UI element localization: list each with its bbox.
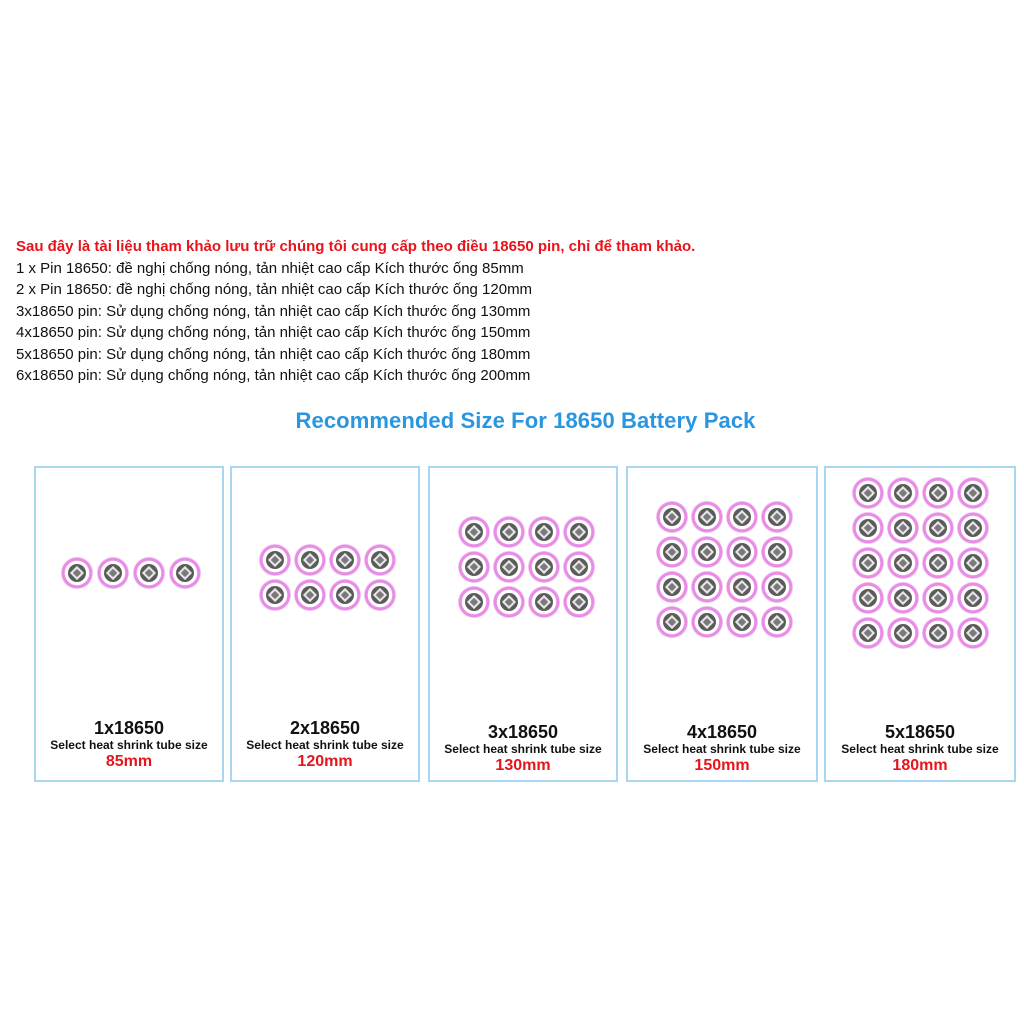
battery-cell bbox=[458, 516, 490, 548]
note-line-5: 5x18650 pin: Sử dụng chống nóng, tản nhiệt cao cấp Kích thước ống 180mm bbox=[16, 345, 531, 363]
battery-terminal-icon bbox=[698, 613, 716, 631]
battery-cell bbox=[364, 579, 396, 611]
battery-terminal-icon bbox=[964, 554, 982, 572]
battery-terminal-icon bbox=[68, 564, 86, 582]
battery-terminal-icon bbox=[733, 578, 751, 596]
battery-terminal-icon bbox=[500, 593, 518, 611]
pack-card-3x bbox=[428, 466, 618, 782]
battery-cell bbox=[852, 547, 884, 579]
battery-terminal-icon bbox=[663, 613, 681, 631]
battery-cell bbox=[761, 571, 793, 603]
battery-cell bbox=[528, 586, 560, 618]
battery-cell bbox=[957, 582, 989, 614]
battery-terminal-icon bbox=[698, 543, 716, 561]
battery-terminal-icon bbox=[465, 523, 483, 541]
diagram-title: Recommended Size For 18650 Battery Pack bbox=[295, 408, 756, 433]
battery-terminal-icon bbox=[266, 551, 284, 569]
battery-cell bbox=[887, 547, 919, 579]
battery-cell bbox=[726, 536, 758, 568]
notes-headline: Sau đây là tài liệu tham khảo lưu trữ chúng tôi cung cấp theo điều 18650 pin, chỉ để tham khảo. bbox=[16, 238, 696, 255]
battery-cell bbox=[364, 544, 396, 576]
battery-cell bbox=[61, 557, 93, 589]
battery-cell bbox=[852, 477, 884, 509]
battery-cell bbox=[726, 606, 758, 638]
battery-terminal-icon bbox=[500, 558, 518, 576]
note-line-2: 2 x Pin 18650: đề nghị chống nóng, tản nhiệt cao cấp Kích thước ống 120mm bbox=[16, 281, 533, 298]
cell-count-label: 1x18650 bbox=[93, 718, 165, 738]
battery-cell bbox=[656, 536, 688, 568]
battery-terminal-icon bbox=[894, 554, 912, 572]
note-line-3: 3x18650 pin: Sử dụng chống nóng, tản nhiệt cao cấp Kích thước ống 130mm bbox=[16, 302, 531, 320]
battery-cell bbox=[761, 606, 793, 638]
battery-cell bbox=[493, 516, 525, 548]
battery-cell bbox=[887, 582, 919, 614]
battery-cell bbox=[656, 501, 688, 533]
caption-label: Select heat shrink tube size bbox=[444, 742, 602, 756]
battery-cell bbox=[922, 512, 954, 544]
battery-cell bbox=[493, 586, 525, 618]
battery-cell bbox=[852, 617, 884, 649]
battery-terminal-icon bbox=[663, 543, 681, 561]
caption-label: Select heat shrink tube size bbox=[246, 738, 404, 752]
battery-cell bbox=[563, 551, 595, 583]
battery-terminal-icon bbox=[733, 543, 751, 561]
battery-terminal-icon bbox=[859, 484, 877, 502]
battery-terminal-icon bbox=[140, 564, 158, 582]
reference-notes bbox=[16, 236, 1016, 387]
battery-cell bbox=[957, 477, 989, 509]
battery-cell bbox=[852, 582, 884, 614]
battery-terminal-icon bbox=[894, 519, 912, 537]
battery-terminal-icon bbox=[663, 578, 681, 596]
cell-count-label: 2x18650 bbox=[289, 718, 361, 738]
battery-cell bbox=[294, 579, 326, 611]
battery-cell bbox=[726, 501, 758, 533]
battery-terminal-icon bbox=[535, 523, 553, 541]
card-label bbox=[628, 722, 816, 776]
battery-terminal-icon bbox=[768, 543, 786, 561]
battery-terminal-icon bbox=[964, 589, 982, 607]
battery-terminal-icon bbox=[698, 508, 716, 526]
battery-cell bbox=[528, 516, 560, 548]
pack-card-1x bbox=[34, 466, 224, 782]
tube-size-label: 85mm bbox=[105, 753, 153, 770]
battery-terminal-icon bbox=[859, 519, 877, 537]
note-line-6: 6x18650 pin: Sử dụng chống nóng, tản nhiệt cao cấp Kích thước ống 200mm bbox=[16, 367, 531, 384]
battery-terminal-icon bbox=[266, 586, 284, 604]
battery-terminal-icon bbox=[733, 508, 751, 526]
battery-terminal-icon bbox=[929, 484, 947, 502]
battery-cell bbox=[329, 544, 361, 576]
battery-terminal-icon bbox=[698, 578, 716, 596]
battery-cell bbox=[691, 571, 723, 603]
battery-terminal-icon bbox=[929, 589, 947, 607]
card-label bbox=[826, 722, 1014, 776]
battery-terminal-icon bbox=[301, 551, 319, 569]
pack-card-4x bbox=[626, 466, 818, 782]
battery-terminal-icon bbox=[336, 586, 354, 604]
note-line-1: 1 x Pin 18650: đề nghị chống nóng, tản nhiệt cao cấp Kích thước ống 85mm bbox=[16, 259, 524, 277]
battery-cell bbox=[691, 536, 723, 568]
battery-cell bbox=[169, 557, 201, 589]
battery-cell bbox=[329, 579, 361, 611]
battery-cell bbox=[957, 547, 989, 579]
battery-cell bbox=[528, 551, 560, 583]
battery-terminal-icon bbox=[535, 558, 553, 576]
battery-terminal-icon bbox=[371, 586, 389, 604]
battery-terminal-icon bbox=[301, 586, 319, 604]
battery-cell bbox=[656, 571, 688, 603]
battery-cell bbox=[563, 516, 595, 548]
cell-grid bbox=[36, 468, 222, 688]
battery-cell bbox=[887, 477, 919, 509]
card-label bbox=[232, 718, 418, 772]
battery-cell bbox=[922, 477, 954, 509]
battery-cell bbox=[922, 582, 954, 614]
battery-terminal-icon bbox=[859, 624, 877, 642]
cell-count-label: 5x18650 bbox=[884, 722, 956, 742]
battery-terminal-icon bbox=[104, 564, 122, 582]
battery-cell bbox=[458, 551, 490, 583]
battery-cell bbox=[887, 617, 919, 649]
battery-cell bbox=[259, 544, 291, 576]
battery-cell bbox=[691, 606, 723, 638]
battery-cell bbox=[887, 512, 919, 544]
battery-terminal-icon bbox=[768, 613, 786, 631]
battery-terminal-icon bbox=[859, 589, 877, 607]
tube-size-label: 120mm bbox=[297, 753, 353, 770]
battery-cell bbox=[259, 579, 291, 611]
battery-cell bbox=[761, 536, 793, 568]
caption-label: Select heat shrink tube size bbox=[50, 738, 208, 752]
battery-cell bbox=[726, 571, 758, 603]
note-line-4: 4x18650 pin: Sử dụng chống nóng, tản nhiệt cao cấp Kích thước ống 150mm bbox=[16, 324, 531, 341]
battery-terminal-icon bbox=[768, 508, 786, 526]
battery-terminal-icon bbox=[894, 589, 912, 607]
cell-grid bbox=[232, 468, 418, 688]
battery-terminal-icon bbox=[929, 624, 947, 642]
battery-cell bbox=[294, 544, 326, 576]
battery-terminal-icon bbox=[570, 523, 588, 541]
battery-terminal-icon bbox=[894, 484, 912, 502]
tube-size-label: 150mm bbox=[694, 757, 750, 774]
battery-terminal-icon bbox=[176, 564, 194, 582]
pack-card-5x bbox=[824, 466, 1016, 782]
battery-terminal-icon bbox=[570, 558, 588, 576]
battery-terminal-icon bbox=[859, 554, 877, 572]
battery-terminal-icon bbox=[929, 554, 947, 572]
battery-terminal-icon bbox=[465, 558, 483, 576]
caption-label: Select heat shrink tube size bbox=[841, 742, 999, 756]
battery-cell bbox=[97, 557, 129, 589]
battery-terminal-icon bbox=[535, 593, 553, 611]
pack-card-2x bbox=[230, 466, 420, 782]
battery-terminal-icon bbox=[964, 624, 982, 642]
card-label bbox=[36, 718, 222, 772]
battery-cell bbox=[761, 501, 793, 533]
battery-terminal-icon bbox=[929, 519, 947, 537]
battery-terminal-icon bbox=[964, 484, 982, 502]
battery-terminal-icon bbox=[663, 508, 681, 526]
cell-count-label: 3x18650 bbox=[487, 722, 559, 742]
battery-cell bbox=[133, 557, 165, 589]
card-label bbox=[430, 722, 616, 776]
caption-label: Select heat shrink tube size bbox=[643, 742, 801, 756]
cell-grid bbox=[826, 468, 1014, 688]
battery-terminal-icon bbox=[733, 613, 751, 631]
battery-terminal-icon bbox=[371, 551, 389, 569]
cell-grid bbox=[430, 468, 616, 688]
battery-cell bbox=[957, 617, 989, 649]
battery-terminal-icon bbox=[964, 519, 982, 537]
tube-size-label: 180mm bbox=[892, 757, 948, 774]
battery-terminal-icon bbox=[894, 624, 912, 642]
battery-cell bbox=[691, 501, 723, 533]
battery-cell bbox=[852, 512, 884, 544]
tube-size-label: 130mm bbox=[495, 757, 551, 774]
cell-grid bbox=[628, 468, 816, 688]
battery-cell bbox=[656, 606, 688, 638]
battery-cell bbox=[922, 547, 954, 579]
cell-count-label: 4x18650 bbox=[686, 722, 758, 742]
battery-terminal-icon bbox=[570, 593, 588, 611]
battery-terminal-icon bbox=[336, 551, 354, 569]
battery-cell bbox=[493, 551, 525, 583]
battery-cell bbox=[957, 512, 989, 544]
battery-terminal-icon bbox=[465, 593, 483, 611]
battery-cell bbox=[458, 586, 490, 618]
battery-terminal-icon bbox=[768, 578, 786, 596]
battery-cell bbox=[563, 586, 595, 618]
battery-terminal-icon bbox=[500, 523, 518, 541]
battery-cell bbox=[922, 617, 954, 649]
